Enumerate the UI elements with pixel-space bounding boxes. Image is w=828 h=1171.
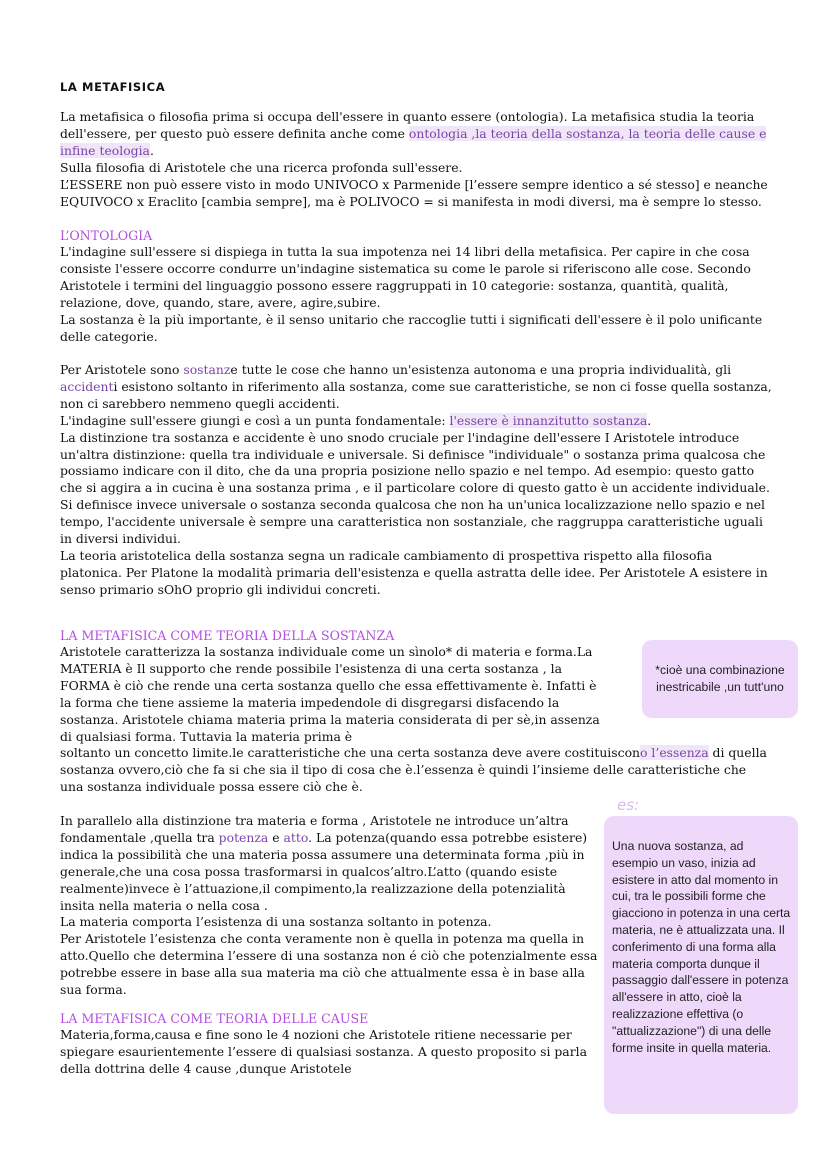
potenza-atto-paragraph (60, 813, 600, 999)
text: i esistono soltanto in riferimento alla sostanza, come sue caratteristiche, se non ci fosse quella sostanza, non ci sarebbero nemmeno quegli accidenti. (60, 378, 772, 411)
es-label: es: (617, 796, 640, 814)
ontologia-paragraph: L'indagine sull'essere si dispiega in tutta la sua impotenza nei 14 libri della metafisica. Per capire in che cosa consiste l'essere occorre condurre un'indagine sistematica su come le parole si riferiscono alle cose. Secondo Aristotele i termini del linguaggio possono essere raggruppati in 10 categorie: sostanza, quantità, qualità, relazione, dove, quando, stare, avere, agire,subire. (60, 244, 751, 310)
heading-teoria-cause: LA METAFISICA COME TEORIA DELLE CAUSE (60, 1011, 369, 1026)
text: soltanto un concetto limite.le caratteristiche che una certa sostanza deve avere costituiscon (60, 745, 641, 760)
sinolo-note-text: *cioè una combinazione inestricabile ,un tutt'uno (655, 663, 785, 694)
highlight-essere-sostanza: l'essere è innanzitutto sostanza (449, 412, 648, 428)
intro-paragraph (60, 109, 772, 210)
sostanze-accidenti-paragraph (60, 362, 772, 599)
example-note-box (604, 816, 798, 1114)
sinolo-paragraph: Aristotele caratterizza la sostanza individuale come un sìnolo* di materia e forma.La MATERIA è Il supporto che rende possibile l'esistenza di una certa sostanza , la FORMA è ciò che rende una certa sostanza quello che essa effettivamente è. Infatti è la forma che tiene assieme la materia impedendole di disgregarsi disfacendo la sostanza. Aristotele chiama materia prima la materia considerata di per sè,in assenza di qualsiasi forma. Tuttavia la materia prima è (60, 644, 600, 744)
highlight-atto: atto (283, 829, 309, 845)
individuale-text: La distinzione tra sostanza e accidente è uno snodo cruciale per l'indagine dell'essere I Aristotele introduce un'altra distinzione: quella tra individuale e universale. Si definisce "individuale" o sostanza prima qualcosa che possiamo indicare con il dito, che da una propria posizione nello spazio e nel tempo. Ad esempio: questo gatto che si aggira a in cucina è una sostanza prima , e il particolare colore di questo gatto è un accidente individuale. (60, 429, 770, 496)
cause-paragraph: Materia,forma,causa e fine sono le 4 nozioni che Aristotele ritiene necessarie per spiegare esaurientemente l’essere di qualsiasi sostanza. A questo proposito si parla della dottrina delle 4 cause ,dunque Aristotele (60, 1027, 587, 1076)
intro-text-end: . (149, 142, 154, 158)
text: di quella sostanza ovvero,ciò che fa si che sia il tipo di cosa che è.l’essenza è quindi l’insieme delle caratteristiche che una sostanza individuale possa essere ciò che è. (60, 745, 767, 794)
text: Per Aristotele l’esistenza che conta veramente non è quella in potenza ma quella in atto.Quello che determina l’essere di una sostanza non é ciò che potenzialmente essa potrebbe essere in base alla sua materia ma ciò che attualmente essa è in base alla sua forma. (60, 931, 598, 998)
text: Per Aristotele sono (60, 362, 184, 377)
heading-ontologia: L’ONTOLOGIA (60, 228, 153, 243)
highlight-essenza: o l’essenza (640, 745, 709, 760)
text: . (647, 412, 652, 428)
essere-line: L’ESSERE non può essere visto in modo UNIVOCO x Parmenide [l’essere sempre identico a sé stesso] e neanche EQUIVOCO x Eraclito [cambia sempre], ma è POLIVOCO = si manifesta in modi diversi, ma è sempre lo stesso. (60, 176, 768, 209)
intro-text: La metafisica o filosofia prima si occupa dell'essere in quanto essere (ontologia). La metafisica studia la teoria dell'essere, per questo può essere definita anche come (60, 109, 755, 141)
platone-text: La teoria aristotelica della sostanza segna un radicale cambiamento di prospettiva rispetto alla filosofia platonica. Per Platone la modalità primaria dell'esistenza e quella astratta delle idee. Per Aristotele A esistere in senso primario sOhO proprio gli individui concreti. (60, 547, 768, 597)
text: L'indagine sull'essere giungi e così a un punta fondamentale: (60, 412, 450, 428)
page-title: LA METAFISICA (60, 80, 166, 94)
highlight-accidenti: accident (60, 378, 114, 394)
essenza-paragraph (60, 745, 772, 796)
text: La materia comporta l’esistenza di una sostanza soltanto in potenza. (60, 914, 492, 930)
text: e (268, 829, 284, 845)
aristotle-line: Sulla filosofia di Aristotele che una ricerca profonda sull'essere. (60, 159, 463, 175)
sostanza-paragraph: La sostanza è la più importante, è il senso unitario che raccoglie tutti i significati dell'essere è il polo unificante delle categorie. (60, 312, 763, 344)
highlight-definitions: ontologia ,la teoria della sostanza, la teoria delle cause e infine teologia (60, 125, 767, 158)
text: e tutte le cose che hanno un'esistenza autonoma e una propria individualità, gli (230, 362, 732, 377)
heading-teoria-sostanza: LA METAFISICA COME TEORIA DELLA SOSTANZA (60, 628, 395, 643)
highlight-potenza: potenza (218, 829, 269, 845)
text: . La potenza(quando essa potrebbe esistere) indica la possibilità che una materia possa assumere una determinata forma ,più in generale,che una cosa possa trasformarsi in qualcos’altro.L’atto (quando esiste realmente)invece è l’attuazione,il compimento,la realizzazione della potenzialità insita nella materia o nella cosa . (60, 829, 588, 913)
sinolo-note-box (642, 640, 798, 718)
text: In parallelo alla distinzione tra materia e forma , Aristotele ne introduce un’altra fondamentale ,quella tra (60, 813, 569, 845)
universale-text: Si definisce invece universale o sostanza seconda qualcosa che non ha un'unica localizzazione nello spazio e nel tempo, l'accidente universale è sempre una caratteristica non sostanziale, che raggruppa caratteristiche uguali in diversi individui. (60, 497, 766, 547)
example-note-text: Una nuova sostanza, ad esempio un vaso, inizia ad esistere in atto dal momento in cui, tra le possibili forme che giacciono in potenza in una certa materia, ne è attualizzata una. Il conferimento di una forma alla materia comporta dunque il passaggio dall'essere in potenza all'essere in atto, cioè la realizzazione effettiva (o "attualizzazione") di una delle forme insite in quella materia. (612, 839, 791, 1055)
highlight-sostanze: sostanz (183, 362, 231, 377)
